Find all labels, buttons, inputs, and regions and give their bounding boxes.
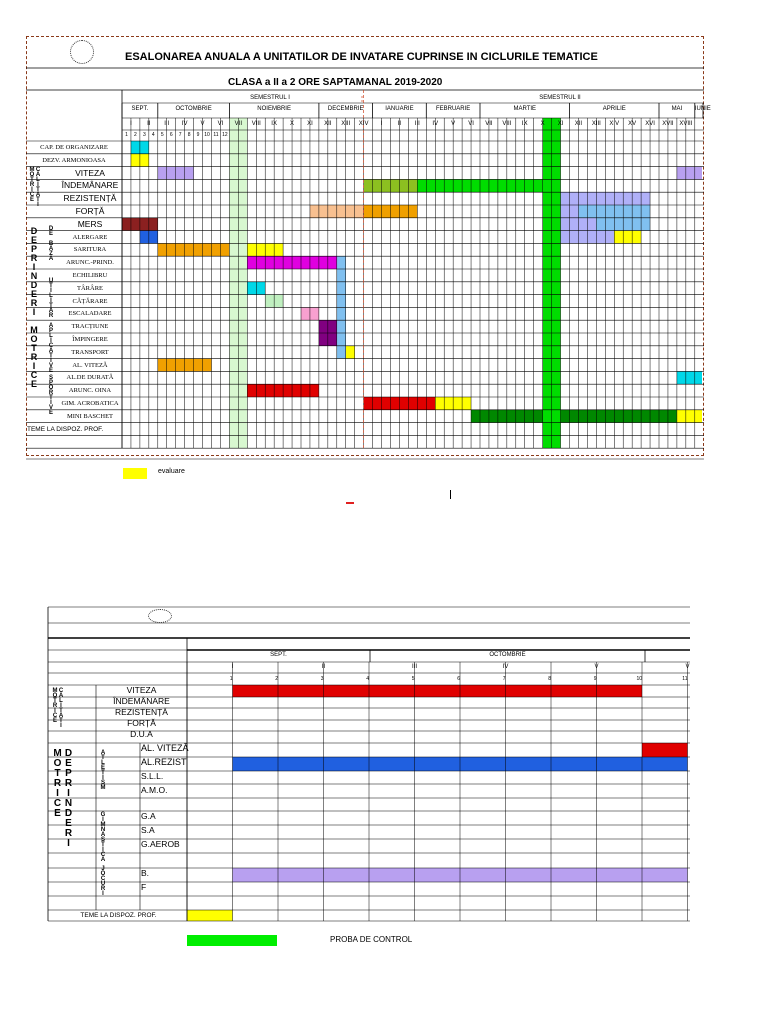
week-label: XIII <box>591 121 601 127</box>
detail-week-label: V <box>594 664 599 670</box>
week-label: XVI <box>645 121 655 127</box>
detail-lesson-number: 3 <box>320 676 324 682</box>
document-title: ESALONAREA ANUALA A UNITATILOR DE INVATARE CUPRINSE IN CICLURILE TEMATICE <box>125 51 598 63</box>
vertical-label-utilitar: UTILITAR APLICATIVE <box>48 278 54 373</box>
legend-proba-label: PROBA DE CONTROL <box>330 935 413 944</box>
week-label: X <box>290 121 295 127</box>
week-label: IX <box>521 121 528 127</box>
vertical-label-gimnastica: GIMNASTICA <box>100 812 106 862</box>
vertical-label-calitati-2: CALITATI MOTRICE <box>52 688 64 728</box>
detail-week-label: I <box>231 664 234 670</box>
month-label: MAI <box>671 106 683 112</box>
row-label: VITEZA <box>75 167 105 178</box>
detail-lesson-number: 11 <box>682 676 688 682</box>
detail-lesson-number: 8 <box>548 676 551 682</box>
week-label: II <box>147 121 151 127</box>
lesson-number: 4 <box>151 132 155 138</box>
lesson-number: 5 <box>160 132 164 138</box>
vertical-label-jocuri: JOCURI <box>100 866 106 896</box>
week-label: XVII <box>662 121 674 127</box>
detail-row-label: AL.REZIST <box>141 757 187 767</box>
detail-row-label: FORȚĂ <box>127 718 156 728</box>
detail-activity-cell <box>233 685 643 697</box>
vertical-label-deprinderi: DEPRINDERI MOTRICE <box>29 226 39 388</box>
week-label: V <box>200 121 205 127</box>
row-label: GIM. ACROBATICA <box>61 400 119 407</box>
lesson-number: 1 <box>125 132 128 138</box>
week-label: XII <box>574 121 583 127</box>
vertical-label-calitati: CALITATI MOTRICE <box>29 167 41 207</box>
row-label: CAP. DE ORGANIZARE <box>40 144 108 151</box>
detail-row-label: REZISTENȚĂ <box>115 707 168 717</box>
row-label: AL. VITEZĂ <box>72 361 108 369</box>
week-label: IX <box>271 121 277 127</box>
detail-activity-cell <box>642 743 688 757</box>
row-label: TEME LA DISPOZ. PROF. <box>27 425 104 433</box>
week-label: XVIII <box>679 121 693 127</box>
detail-row-label: B. <box>141 868 150 878</box>
month-label: NOIEMBRIE <box>257 106 291 112</box>
month-label: DECEMBRIE <box>327 106 364 112</box>
month-label: FEBRUARIE <box>435 106 471 112</box>
week-label: XV <box>628 121 637 127</box>
legend-evaluare-label: evaluare <box>158 468 185 475</box>
detail-row-label: D.U.A <box>130 729 153 739</box>
lesson-number: 11 <box>213 132 219 138</box>
week-label: XI <box>307 121 313 127</box>
detail-row-label: G.A <box>141 811 156 821</box>
lesson-number: 10 <box>204 132 210 138</box>
row-label: CĂȚĂRARE <box>72 297 108 305</box>
detail-row-label: A.M.O. <box>141 785 168 795</box>
month-label: IANUARIE <box>385 106 414 112</box>
detail-row-label: AL. VITEZĂ <box>141 743 189 753</box>
row-label: AL.DE DURATĂ <box>66 374 114 382</box>
detail-row-label: F <box>141 882 147 892</box>
detail-month-label: SEPT. <box>270 652 287 658</box>
detail-lesson-number: 7 <box>502 676 506 682</box>
detail-lesson-number: 9 <box>593 676 597 682</box>
lesson-number: 3 <box>142 132 146 138</box>
week-label: XIII <box>341 121 351 127</box>
row-label: FORȚĂ <box>75 206 105 216</box>
lesson-number: 12 <box>222 132 228 138</box>
row-label: DEZV. ARMONIOASA <box>42 156 106 164</box>
detail-week-label: III <box>411 664 417 670</box>
week-label: VIII <box>502 121 512 127</box>
detail-week-label: II <box>321 664 326 670</box>
week-label: II <box>397 121 402 127</box>
lesson-number: 9 <box>196 132 200 138</box>
week-label: VI <box>217 121 224 127</box>
legend-proba-swatch <box>187 935 277 946</box>
detail-row-label: S.A <box>141 825 155 835</box>
row-label: TÂRÂRE <box>77 284 103 292</box>
semester-2-label: SEMESTRUL II <box>539 95 581 101</box>
detail-row-label: G.AEROB <box>141 839 180 849</box>
vertical-label-deprinderi-2: DEPRINDERI MOTRICE <box>52 748 74 848</box>
month-label: SEPT. <box>131 106 149 112</box>
row-label: ECHILIBRU <box>72 272 108 279</box>
vertical-label-atletism: ATLETISM <box>100 750 106 790</box>
detail-row-label: ÎNDEMÂNARE <box>113 696 170 706</box>
month-label: OCTOMBRIE <box>175 106 212 112</box>
detail-month-label: OCTOMBRIE <box>489 652 526 658</box>
week-label: XII <box>324 121 332 127</box>
week-label: VIII <box>251 121 261 127</box>
row-label: ESCALADARE <box>68 310 112 318</box>
month-label: APRILIE <box>602 106 626 112</box>
week-label: III <box>164 121 170 127</box>
week-label: XIV <box>358 121 369 127</box>
detail-row-label: TEME LA DISPOZ. PROF. <box>80 912 157 919</box>
lesson-number: 6 <box>169 132 173 138</box>
month-label: IUNIE <box>694 106 711 112</box>
detail-week-label: IV <box>502 664 509 670</box>
week-label: IV <box>432 121 439 127</box>
week-label: VI <box>468 121 474 127</box>
row-label: ÎMPINGERE <box>72 336 108 343</box>
row-label: TRANSPORT <box>71 348 109 356</box>
school-logo-icon-2 <box>148 609 172 623</box>
row-label: ARUNC. OINA <box>68 387 112 395</box>
week-label: V <box>451 121 456 127</box>
week-label: IV <box>181 121 188 127</box>
week-label: XI <box>557 121 564 127</box>
week-label: I <box>380 121 383 127</box>
week-label: VII <box>234 121 242 127</box>
detail-lesson-number: 4 <box>366 676 369 682</box>
row-label: ÎNDEMÂNARE <box>61 180 119 191</box>
detail-lesson-number: 6 <box>457 676 460 682</box>
class-line: CLASA a II a 2 ORE SAPTAMANAL 2019-2020 <box>228 77 443 88</box>
week-label: VII <box>485 121 493 127</box>
lesson-number: 7 <box>178 132 182 138</box>
vertical-label-baza: DE BAZĂ <box>48 226 54 261</box>
detail-week-label: V <box>685 664 690 670</box>
detail-row-label: S.L.L. <box>141 771 164 781</box>
month-label: MARTIE <box>513 106 537 112</box>
vertical-label-sportive: SPORTIVE <box>48 375 54 415</box>
detail-lesson-number: 1 <box>229 676 233 682</box>
detail-row-label: VITEZA <box>126 685 157 695</box>
row-label: ARUNC.-PRIND. <box>66 259 114 267</box>
detail-lesson-number: 2 <box>275 676 278 682</box>
row-label: REZISTENȚĂ <box>63 193 117 204</box>
week-label: III <box>414 121 420 127</box>
row-label: SARITURA <box>73 246 107 254</box>
semester-1-label: SEMESTRUL I <box>250 95 290 101</box>
lesson-number: 8 <box>187 132 191 138</box>
row-label: TRACȚIUNE <box>71 323 109 331</box>
week-label: I <box>130 121 132 127</box>
row-label: MINI BASCHET <box>66 412 114 420</box>
week-label: XIV <box>609 121 620 127</box>
detail-lesson-number: 5 <box>411 676 415 682</box>
detail-activity-cell <box>187 910 233 921</box>
detail-lesson-number: 10 <box>636 676 642 682</box>
week-label: X <box>540 121 545 127</box>
row-label: MERS <box>77 218 103 229</box>
lesson-number: 2 <box>134 132 137 138</box>
row-label: ALERGARE <box>72 233 108 241</box>
